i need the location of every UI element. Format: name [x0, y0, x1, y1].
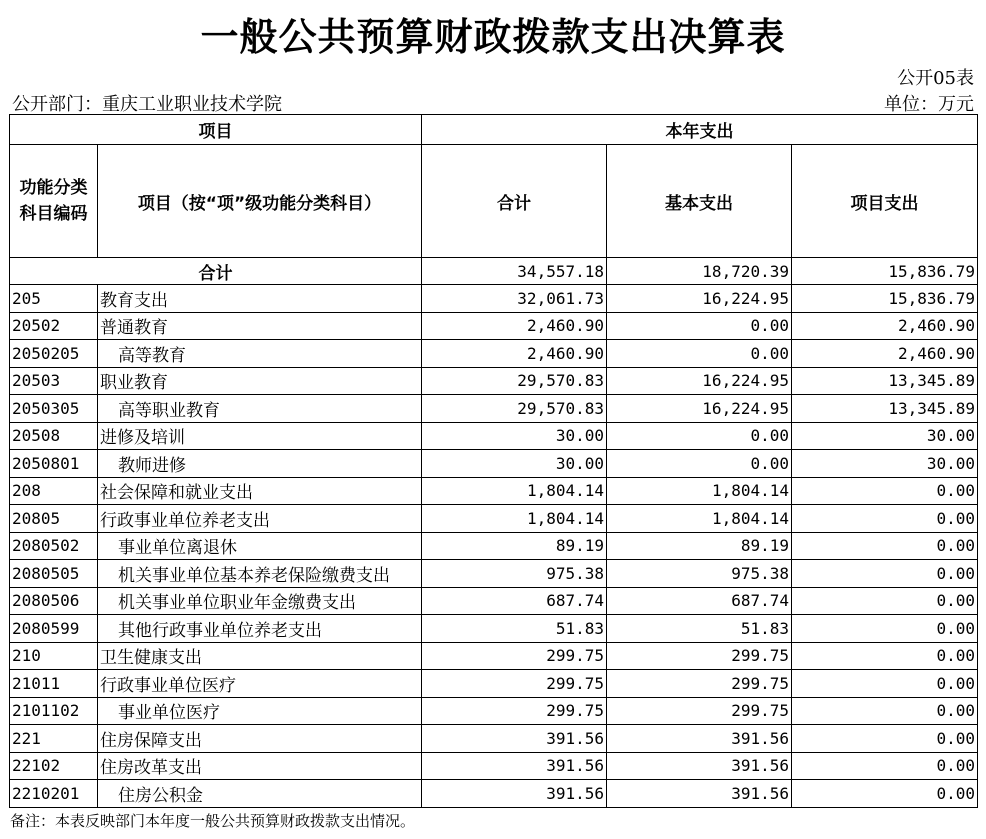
row-project: 0.00	[792, 725, 978, 753]
row-basic: 687.74	[607, 587, 792, 615]
header-current-year: 本年支出	[422, 115, 978, 145]
total-basic: 18,720.39	[607, 258, 792, 285]
row-basic: 1,804.14	[607, 477, 792, 505]
row-name: 住房改革支出	[98, 752, 422, 780]
total-label: 合计	[10, 258, 422, 285]
row-code: 22102	[10, 752, 98, 780]
row-project: 0.00	[792, 752, 978, 780]
page-title: 一般公共预算财政拨款支出决算表	[200, 14, 786, 59]
row-basic: 0.00	[607, 422, 792, 450]
row-project: 13,345.89	[792, 395, 978, 423]
table-row	[10, 697, 978, 725]
header-basic: 基本支出	[607, 145, 792, 258]
table-row	[10, 422, 978, 450]
row-project: 0.00	[792, 477, 978, 505]
row-basic: 0.00	[607, 450, 792, 478]
row-project: 0.00	[792, 642, 978, 670]
table-row	[10, 532, 978, 560]
row-project: 0.00	[792, 560, 978, 588]
row-project: 0.00	[792, 697, 978, 725]
row-name: 机关事业单位职业年金缴费支出	[98, 587, 422, 615]
row-total: 391.56	[422, 752, 607, 780]
row-total: 391.56	[422, 725, 607, 753]
row-code: 20503	[10, 367, 98, 395]
row-name: 卫生健康支出	[98, 642, 422, 670]
row-code: 21011	[10, 670, 98, 698]
row-total: 89.19	[422, 532, 607, 560]
table-row	[10, 285, 978, 313]
row-total: 32,061.73	[422, 285, 607, 313]
total-total: 34,557.18	[422, 258, 607, 285]
row-name: 事业单位医疗	[98, 697, 422, 725]
table-row	[10, 560, 978, 588]
table-row	[10, 780, 978, 808]
row-name: 教育支出	[98, 285, 422, 313]
row-total: 29,570.83	[422, 395, 607, 423]
row-project: 0.00	[792, 780, 978, 808]
row-basic: 299.75	[607, 670, 792, 698]
header-item: 项目	[10, 115, 422, 145]
row-total: 299.75	[422, 697, 607, 725]
row-total: 30.00	[422, 422, 607, 450]
row-project: 13,345.89	[792, 367, 978, 395]
row-name: 住房公积金	[98, 780, 422, 808]
table-row	[10, 752, 978, 780]
row-name: 行政事业单位养老支出	[98, 505, 422, 533]
row-project: 0.00	[792, 615, 978, 643]
row-name: 机关事业单位基本养老保险缴费支出	[98, 560, 422, 588]
row-name: 高等教育	[98, 340, 422, 368]
header-total: 合计	[422, 145, 607, 258]
row-code: 2050801	[10, 450, 98, 478]
row-name: 职业教育	[98, 367, 422, 395]
footnote: 备注：本表反映部门本年度一般公共预算财政拨款支出情况。	[10, 812, 416, 830]
row-code: 2210201	[10, 780, 98, 808]
row-total: 1,804.14	[422, 505, 607, 533]
row-project: 15,836.79	[792, 285, 978, 313]
row-basic: 51.83	[607, 615, 792, 643]
row-name: 普通教育	[98, 312, 422, 340]
form-number: 公开05表	[897, 68, 974, 89]
row-basic: 1,804.14	[607, 505, 792, 533]
row-code: 2080506	[10, 587, 98, 615]
row-name: 其他行政事业单位养老支出	[98, 615, 422, 643]
total-row	[10, 258, 978, 285]
row-total: 51.83	[422, 615, 607, 643]
row-total: 30.00	[422, 450, 607, 478]
row-name: 事业单位离退休	[98, 532, 422, 560]
row-name: 住房保障支出	[98, 725, 422, 753]
table-row	[10, 615, 978, 643]
row-code: 2050205	[10, 340, 98, 368]
row-code: 2080599	[10, 615, 98, 643]
unit-label: 单位：万元	[884, 94, 974, 115]
row-code: 221	[10, 725, 98, 753]
row-name: 教师进修	[98, 450, 422, 478]
table-row	[10, 367, 978, 395]
table-row	[10, 670, 978, 698]
table-row	[10, 505, 978, 533]
table-row	[10, 587, 978, 615]
table-row	[10, 642, 978, 670]
table-row	[10, 725, 978, 753]
row-total: 29,570.83	[422, 367, 607, 395]
row-total: 299.75	[422, 670, 607, 698]
row-code: 20508	[10, 422, 98, 450]
row-total: 2,460.90	[422, 340, 607, 368]
row-code: 210	[10, 642, 98, 670]
total-project: 15,836.79	[792, 258, 978, 285]
row-code: 205	[10, 285, 98, 313]
row-project: 2,460.90	[792, 340, 978, 368]
row-basic: 391.56	[607, 780, 792, 808]
department-label: 公开部门：重庆工业职业技术学院	[12, 94, 282, 115]
row-total: 391.56	[422, 780, 607, 808]
row-total: 975.38	[422, 560, 607, 588]
row-basic: 299.75	[607, 642, 792, 670]
row-basic: 391.56	[607, 725, 792, 753]
row-basic: 0.00	[607, 312, 792, 340]
row-project: 0.00	[792, 670, 978, 698]
row-code: 20502	[10, 312, 98, 340]
header-project: 项目支出	[792, 145, 978, 258]
row-code: 208	[10, 477, 98, 505]
row-project: 30.00	[792, 422, 978, 450]
row-code: 20805	[10, 505, 98, 533]
row-basic: 16,224.95	[607, 367, 792, 395]
row-project: 2,460.90	[792, 312, 978, 340]
table-row	[10, 395, 978, 423]
row-name: 进修及培训	[98, 422, 422, 450]
row-basic: 16,224.95	[607, 285, 792, 313]
table-row	[10, 340, 978, 368]
row-basic: 975.38	[607, 560, 792, 588]
row-total: 299.75	[422, 642, 607, 670]
row-basic: 89.19	[607, 532, 792, 560]
table-row	[10, 312, 978, 340]
header-name: 项目（按“项”级功能分类科目）	[98, 145, 422, 258]
row-basic: 299.75	[607, 697, 792, 725]
row-total: 2,460.90	[422, 312, 607, 340]
row-code: 2080505	[10, 560, 98, 588]
row-project: 30.00	[792, 450, 978, 478]
expenditure-table	[9, 114, 978, 808]
row-name: 高等职业教育	[98, 395, 422, 423]
row-name: 行政事业单位医疗	[98, 670, 422, 698]
table-row	[10, 477, 978, 505]
header-code: 功能分类 科目编码	[10, 145, 98, 258]
row-name: 社会保障和就业支出	[98, 477, 422, 505]
row-total: 687.74	[422, 587, 607, 615]
row-code: 2080502	[10, 532, 98, 560]
row-basic: 0.00	[607, 340, 792, 368]
row-basic: 391.56	[607, 752, 792, 780]
table-row	[10, 450, 978, 478]
row-basic: 16,224.95	[607, 395, 792, 423]
row-code: 2050305	[10, 395, 98, 423]
row-project: 0.00	[792, 587, 978, 615]
row-total: 1,804.14	[422, 477, 607, 505]
row-project: 0.00	[792, 532, 978, 560]
row-code: 2101102	[10, 697, 98, 725]
row-project: 0.00	[792, 505, 978, 533]
